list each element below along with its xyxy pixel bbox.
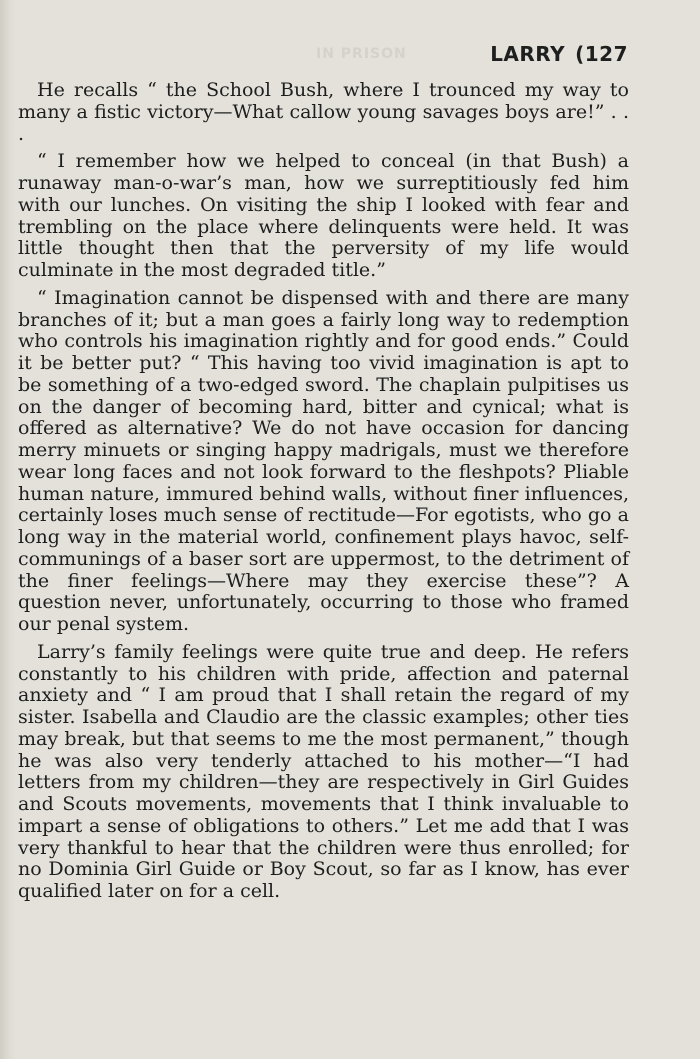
running-head [490,42,628,66]
binding-gutter [0,0,16,1059]
page-header [0,42,628,72]
paragraph-imagination: “ Imagination cannot be dispensed with and there are many branches of it; but a man goes a fairly long way to redemption who controls his imagination rightly and for good ends.” Could it be better put? “ This having too vivid imagination is apt to be something of a two-edged sword. The chaplain pulpitises us on the danger of becoming hard, bitter and cynical; what is offered as alternative? We do not have occasion for dancing merry minuets or singing happy madrigals, must we therefore wear long faces and not look forward to the fleshpots? Pliable human nature, immured behind walls, without finer influences, certainly loses much sense of rectitude—For egotists, who go a long way in the material world, confinement plays havoc, self-communings of a baser sort are uppermost, to the detriment of the finer feelings—Where may they exercise these”? A question never, unfortunately, occurring to those who framed our penal system. [18,286,629,635]
body-text [18,80,629,909]
paragraph-runaway-sailor: “ I remember how we helped to conceal (in that Bush) a runaway man-o-war’s man, how we surreptitiously fed him with our lunches. On visiting the ship I looked with fear and trembling on the place where delinquents were held. It was little thought then that the perversity of my life would culminate in the most degraded title.” [18,150,629,281]
running-title: LARRY [490,42,566,66]
bleed-through-title: IN PRISON [316,46,407,62]
paragraph-school-bush: He recalls “ the School Bush, where I trounced my way to many a fistic victory—What callow young savages boys are!” . . . [18,79,629,145]
paragraph-family-feelings: Larry’s family feelings were quite true and deep. He refers constantly to his children with pride, affection and paternal anxiety and “ I am proud that I shall retain the regard of my sister. Isabella and Claudio are the classic examples; other ties may break, but that seems to me the most permanent,” though he was also very tenderly attached to his mother—“I had letters from my children—they are respectively in Girl Guides and Scouts movements, movements that I think invaluable to impart a sense of obligations to others.” Let me add that I was very thankful to hear that the children were thus enrolled; for no Dominia Girl Guide or Boy Scout, so far as I know, has ever qualified later on for a cell. [18,640,629,902]
page-number: (127 [575,42,628,66]
